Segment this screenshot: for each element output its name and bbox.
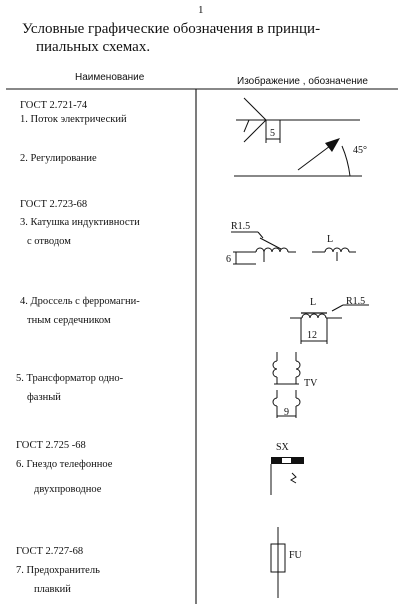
column-header-name: Наименование [75, 72, 145, 83]
coil-dim-label: 6 [226, 254, 231, 265]
coil-inductance-label: L [327, 234, 334, 245]
item-6-label-cont: двухпроводное [34, 484, 102, 495]
jack-label: SX [276, 442, 289, 453]
inductor-coil-with-tap-symbol [231, 232, 356, 264]
item-6-label: 6. Гнездо телефонное [16, 459, 113, 470]
page-number: 1 [198, 4, 204, 16]
item-2-label: 2. Регулирование [20, 153, 97, 164]
item-3-label-cont: с отводом [27, 236, 71, 247]
choke-dim-label: 12 [307, 330, 317, 341]
regulation-angle-label: 45° [353, 145, 367, 156]
column-header-image: Изображение , обозначение [237, 76, 368, 87]
choke-inductance-label: L [310, 297, 317, 308]
fuse-label: FU [289, 550, 302, 561]
item-4-label: 4. Дроссель с ферромагни- [20, 296, 140, 307]
regulation-symbol [234, 138, 362, 176]
choke-radius-label: R1.5 [346, 296, 366, 307]
page-title-cont: пиальных схемах. [36, 39, 151, 55]
fuse-symbol [271, 527, 285, 598]
gost-2-721: ГОСТ 2.721-74 [20, 100, 88, 111]
item-5-label: 5. Трансформатор одно- [16, 373, 124, 384]
page-title: Условные графические обозначения в принци- [22, 21, 321, 37]
choke-ferromagnetic-core-symbol [290, 305, 369, 344]
item-1-label: 1. Поток электрический [20, 114, 127, 125]
flow-dim-label: 5 [270, 128, 275, 139]
item-4-label-cont: тным сердечником [27, 315, 111, 326]
item-7-label: 7. Предохранитель [16, 565, 100, 576]
item-5-label-cont: фазный [27, 392, 61, 403]
gost-2-727: ГОСТ 2.727-68 [16, 546, 84, 557]
electric-flow-symbol [236, 98, 360, 143]
gost-2-725: ГОСТ 2.725 -68 [16, 440, 86, 451]
transformer-dim-label: 9 [284, 407, 289, 418]
item-7-label-cont: плавкий [34, 584, 71, 595]
gost-2-723: ГОСТ 2.723-68 [20, 199, 88, 210]
telephone-jack-symbol [271, 457, 304, 495]
item-3-label: 3. Катушка индуктивности [20, 217, 140, 228]
coil-radius-label: R1.5 [231, 221, 251, 232]
transformer-label: TV [304, 378, 318, 389]
